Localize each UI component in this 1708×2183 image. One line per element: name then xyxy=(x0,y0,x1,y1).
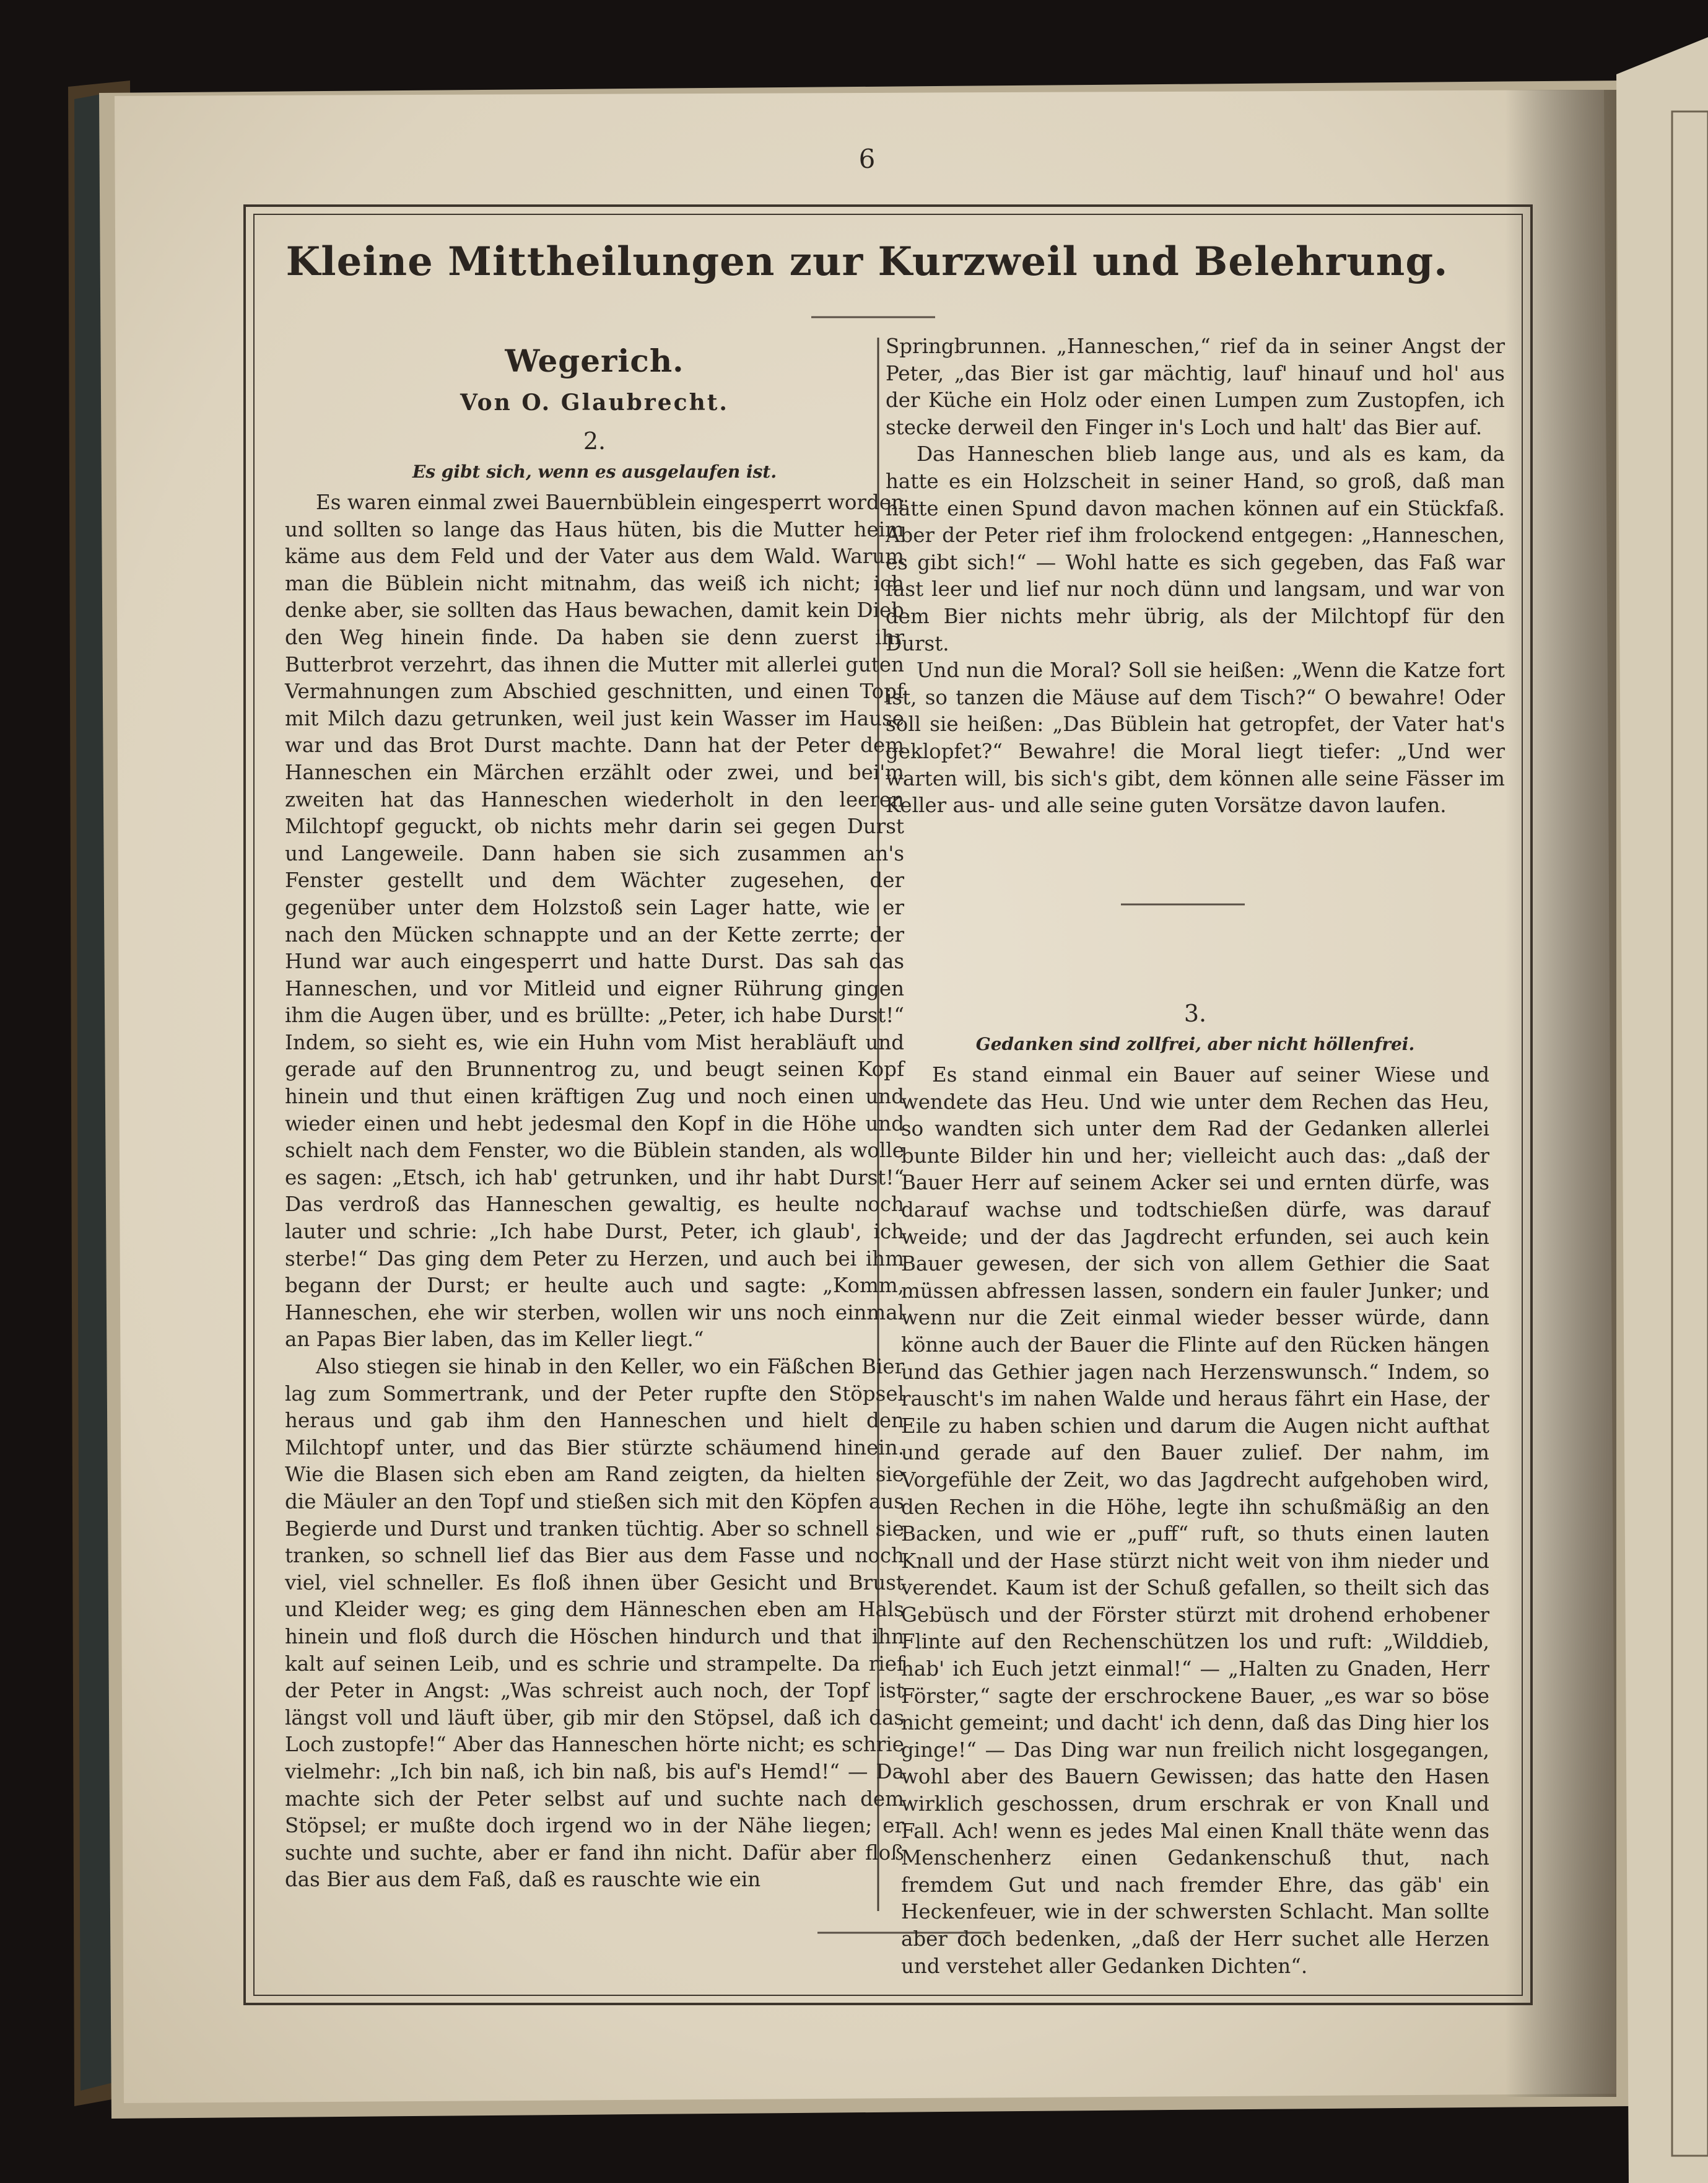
left-column xyxy=(285,333,904,1894)
right-column xyxy=(886,333,1505,820)
story-subtitle: Gedanken sind zollfrei, aber nicht höllenfrei. xyxy=(975,1034,1415,1054)
story-number: 3. xyxy=(1183,1000,1207,1027)
right-page-fragment xyxy=(1616,37,1708,2183)
right-column-story-2 xyxy=(901,996,1489,1980)
page-number: 6 xyxy=(858,144,876,174)
page-title: Kleine Mittheilungen zur Kurzweil und Belehrung. xyxy=(285,238,1449,285)
story-author: Von O. Glaubrecht. xyxy=(460,390,729,416)
story-number: 2. xyxy=(583,427,606,455)
story-paragraph: Es waren einmal zwei Bauernbüblein eingesperrt worden und sollten so lange das Haus hüten, bis die Mutter heim käme aus dem Feld und der Vater aus dem Wald. Warum man die Büblein nicht mitnahm, das weiß ich nicht; ich denke aber, sie sollten das Haus bewachen, damit kein Dieb den Weg hinein finde. Da haben sie denn zuerst ihr Butterbrot verzehrt, das ihnen die Mutter mit allerlei guten Vermahnungen zum Abschied geschnitten, und einen Topf mit Milch dazu getrunken, weil just kein Wasser im Hause war und das Brot Durst machte. Dann hat der Peter dem Hanneschen ein Märchen erzählt oder zwei, und bei'm zweiten hat das Hanneschen wiederholt in den leeren Milchtopf geguckt, ob nichts mehr darin sei gegen Durst und Langeweile. Dann haben sie sich zusammen an's Fenster gestellt und dem Wächter zugesehen, der gegenüber unter dem Holzstoß sein Lager hatte, wie er nach den Mücken schnappte und an der Kette zerrte; der Hund war auch eingesperrt und hatte Durst. Das sah das Hanneschen, und vor Mitleid und eigner Rührung gingen ihm die Augen über, und es brüllte: „Peter, ich habe Durst!“ Indem, so sieht es, wie ein Huhn vom Mist herabläuft und gerade auf den Brunnentrog zu, und beugt seinen Kopf hinein und thut einen kräftigen Zug und noch einen und wieder einen und hebt jedesmal den Kopf in die Höhe und schielt nach dem Fenster, wo die Büblein standen, als wolle es sagen: „Etsch, ich hab' getrunken, und ihr habt Durst!“ Das verdroß das Hanneschen gewaltig, es heulte noch lauter und schrie: „Ich habe Durst, Peter, ich glaub', ich sterbe!“ Das ging dem Peter zu Herzen, und auch bei ihm begann der Durst; er heulte auch und sagte: „Komm, Hanneschen, ehe wir sterben, wollen wir uns noch einmal an Papas Bier laben, das im Keller liegt.“ xyxy=(285,491,904,1352)
story-subtitle: Es gibt sich, wenn es ausgelaufen ist. xyxy=(412,462,777,482)
story-paragraph: Springbrunnen. „Hanneschen,“ rief da in seiner Angst der Peter, „das Bier ist gar mächtig, lauf' hinauf und hol' aus der Küche ein Holz oder einen Lumpen zum Zustopfen, ich stecke derweil den Finger in's Loch und halt' das Bier auf. xyxy=(886,335,1505,439)
story-paragraph: Also stiegen sie hinab in den Keller, wo ein Fäßchen Bier lag zum Sommertrank, und der Peter rupfte den Stöpsel heraus und gab ihm den Hanneschen und hielt den Milchtopf unter, und das Bier stürzte schäumend hinein. Wie die Blasen sich eben am Rand zeigten, da hielten sie die Mäuler an den Topf und stießen sich mit den Köpfen aus Begierde und Durst und tranken tüchtig. Aber so schnell sie tranken, so schnell lief das Bier aus dem Fasse und noch viel, viel schneller. Es floß ihnen über Gesicht und Brust und Kleider weg; es ging dem Hänneschen eben am Hals hinein und floß durch die Höschen hindurch und that ihn kalt auf seinen Leib, und es schrie und strampelte. Da rief der Peter in Angst: „Was schreist auch noch, der Topf ist längst voll und läuft über, gib mir den Stöpsel, daß ich das Loch zustopfe!“ Aber das Hanneschen hörte nicht; es schrie vielmehr: „Ich bin naß, ich bin naß, bis auf's Hemd!“ — Da machte sich der Peter selbst auf und suchte nach dem Stöpsel; er mußte doch irgend wo in der Nähe liegen; er suchte und suchte, aber er fand ihn nicht. Dafür aber floß das Bier aus dem Faß, daß es rauschte wie ein xyxy=(285,1355,904,1892)
story-paragraph: Es stand einmal ein Bauer auf seiner Wiese und wendete das Heu. Und wie unter dem Rechen das Heu, so wandten sich unter dem Rad der Gedanken allerlei bunte Bilder hin und her; vielleicht auch das: „daß der Bauer Herr auf seinem Acker sei und ernten dürfe, was darauf wachse und todtschießen dürfe, was darauf weide; und der das Jagdrecht erfunden, sei auch kein Bauer gewesen, der sich von allem Gethier die Saat müssen abfressen lassen, sondern ein fauler Junker; und wenn nur die Zeit einmal wieder besser würde, dann könne auch der Bauer die Flinte auf den Rücken hängen und das Gethier jagen nach Herzenswunsch.“ Indem, so rauscht's im nahen Walde und heraus fährt ein Hase, der Eile zu haben schien und darum die Augen nicht aufthat und gerade auf den Bauer zulief. Der nahm, im Vorgefühle der Zeit, wo das Jagdrecht aufgehoben wird, den Rechen in die Höhe, legte ihn schußmäßig an den Backen, und wie er „puff“ ruft, so thuts einen lauten Knall und der Hase stürzt nicht weit von ihm nieder und verendet. Kaum ist der Schuß gefallen, so theilt sich das Gebüsch und der Förster stürzt mit drohend erhobener Flinte auf den Rechenschützen los und ruft: „Wilddieb, hab' ich Euch jetzt einmal!“ — „Halten zu Gnaden, Herr Förster,“ sagte der erschrockene Bauer, „es war so böse nicht gemeint; und dacht' ich denn, daß das Ding hier los ginge!“ — Das Ding war nun freilich nicht losgegangen, wohl aber des Bauern Gewissen; das hatte den Hasen wirklich geschossen, drum erschrak er von Knall und Fall. Ach! wenn es jedes Mal einen Knall thäte wenn das Menschenherz einen Gedankenschuß thut, nach fremdem Gut und nach fremder Ehre, das gäb' ein Heckenfeuer, wie in der schwersten Schlacht. Man sollte aber doch bedenken, „daß der Herr suchet alle Herzen und verstehet aller Gedanken Dichten“. xyxy=(901,1063,1489,1978)
story-paragraph: Das Hanneschen blieb lange aus, und als es kam, da hatte es ein Holzscheit in seiner Hand, so groß, daß man hätte einen Spund davon machen können auf ein Stückfaß. Aber der Peter rief ihm frolockend entgegen: „Hanneschen, es gibt sich!“ — Wohl hatte es sich gegeben, das Faß war fast leer und lief nur noch dünn und langsam, und war von dem Bier nichts mehr übrig, als der Milchtopf für den Durst. xyxy=(886,442,1505,655)
story-paragraph: Und nun die Moral? Soll sie heißen: „Wenn die Katze fort ist, so tanzen die Mäuse auf dem Tisch?“ O bewahre! Oder soll sie heißen: „Das Büblein hat getropfet, der Vater hat's geklopfet?“ Bewahre! die Moral liegt tiefer: „Und wer warten will, bis sich's gibt, dem können alle seine Fässer im Keller aus- und alle seine guten Vorsätze davon laufen. xyxy=(886,658,1505,818)
story-title: Wegerich. xyxy=(505,343,684,379)
